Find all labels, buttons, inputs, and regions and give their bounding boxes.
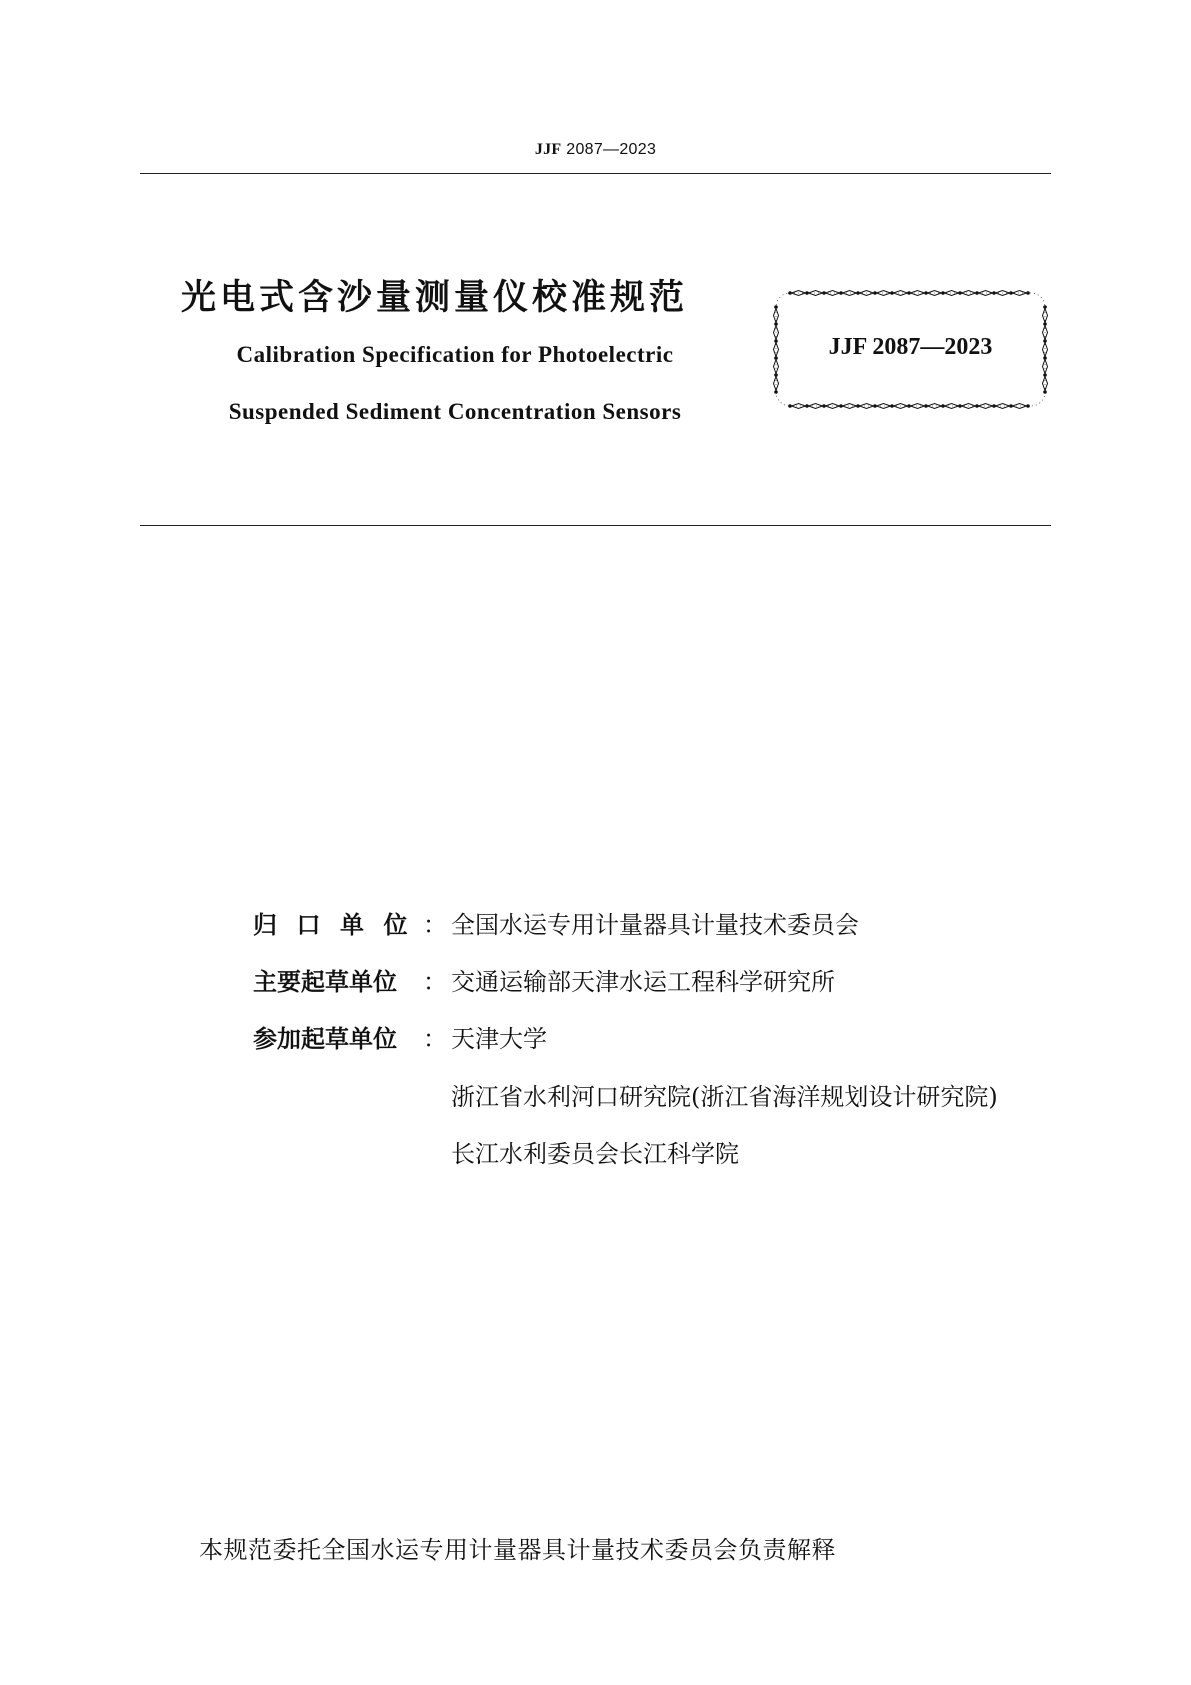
title-english-line-2: Suspended Sediment Concentration Sensors	[228, 399, 682, 424]
frame-diamond	[1043, 360, 1048, 374]
responsible-unit-colon: ：	[423, 911, 447, 939]
participant-drafter-label: 参加起草单位	[253, 1025, 397, 1053]
title-chinese: 光电式含沙量测量仪校准规范	[181, 278, 689, 318]
main-drafter-value: 交通运输部天津水运工程科学研究所	[451, 968, 835, 996]
frame-diamond	[962, 291, 976, 296]
standard-code-box	[771, 288, 1050, 411]
main-drafter-colon: ：	[423, 968, 447, 996]
frame-diamond	[826, 291, 840, 296]
frame-diamond	[928, 404, 942, 409]
header-code-number: 2087—2023	[566, 141, 657, 158]
responsible-unit-label: 归口单位	[253, 911, 427, 939]
frame-diamond	[860, 404, 874, 409]
frame-diamond	[894, 291, 908, 296]
interpretation-note: 本规范委托全国水运专用计量器具计量技术委员会负责解释	[199, 1536, 836, 1564]
participant-drafter-3: 长江水利委员会长江科学院	[451, 1140, 739, 1168]
title-section-rule	[140, 525, 1051, 526]
main-drafter-label: 主要起草单位	[253, 968, 397, 996]
running-header-code	[0, 141, 1191, 159]
participant-drafter-2: 浙江省水利河口研究院(浙江省海洋规划设计研究院)	[451, 1083, 998, 1111]
frame-dot	[1026, 291, 1030, 295]
frame-diamond	[792, 404, 806, 409]
participant-drafter-1: 天津大学	[451, 1025, 547, 1053]
responsible-unit-value: 全国水运专用计量器具计量技术委员会	[451, 911, 859, 939]
frame-dot	[1026, 404, 1030, 408]
header-code-prefix: JJF	[534, 141, 562, 158]
header-rule	[140, 173, 1051, 174]
frame-dot	[1043, 390, 1047, 394]
participant-drafter-colon: ：	[423, 1025, 447, 1053]
title-english-line-1: Calibration Specification for Photoelectric	[236, 342, 674, 367]
frame-diamond	[996, 404, 1010, 409]
frame-dot	[774, 390, 778, 394]
frame-diamond	[774, 360, 779, 374]
standard-code-text: JJF 2087—2023	[828, 334, 993, 360]
